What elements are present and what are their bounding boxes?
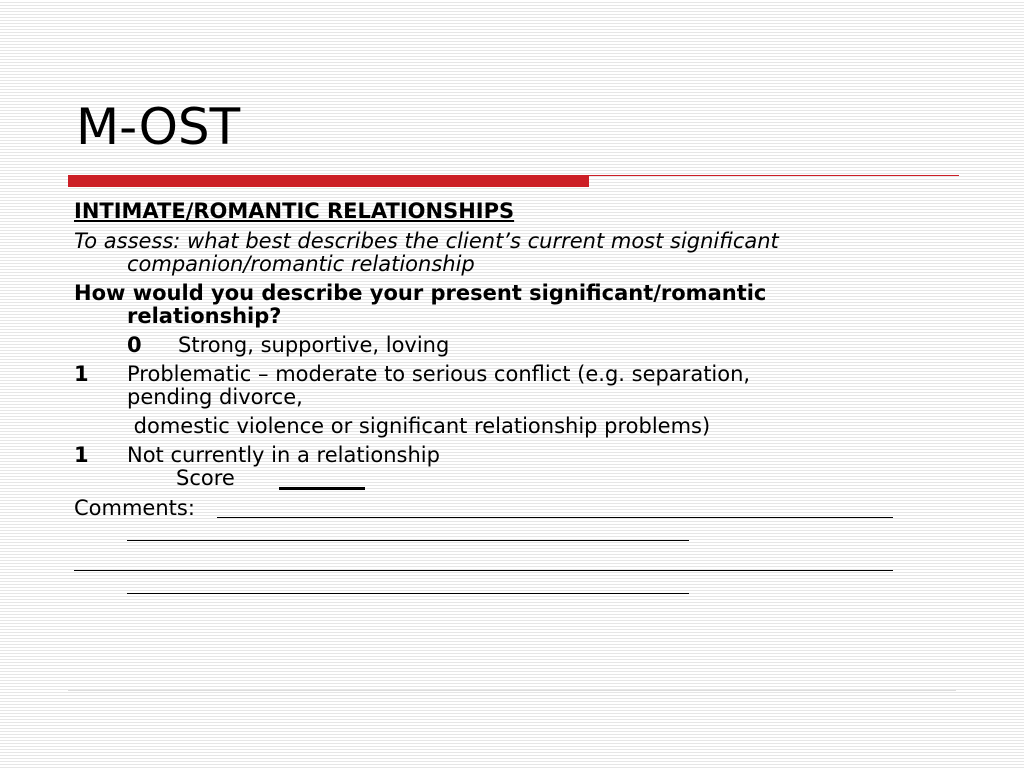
option-score-0: 0 [127,333,142,357]
score-label: Score [176,466,235,490]
question-line-2: relationship? [127,304,282,328]
comments-label: Comments: [74,496,195,520]
option-score-1: 1 [74,362,89,386]
assess-text-line-2: companion/romantic relationship [127,252,475,276]
option-text-1-line-3: domestic violence or significant relationship problems) [127,414,711,438]
option-text-0: Strong, supportive, loving [178,333,450,357]
comments-blank-line-3 [74,570,893,571]
section-heading: INTIMATE/ROMANTIC RELATIONSHIPS [74,199,515,223]
option-text-1-line-1: Problematic – moderate to serious conflict (e.g. separation, [127,362,751,386]
comments-blank-line-4 [127,593,689,594]
assess-text-line-1: To assess: what best describes the client’s current most significant [74,229,779,253]
comments-blank-line-1 [217,517,893,518]
score-blank-line [279,487,365,490]
option-text-1-line-2: pending divorce, [127,385,303,409]
question-line-1: How would you describe your present significant/romantic [74,281,767,305]
comments-blank-line-2 [127,540,689,541]
footer-divider [68,690,956,691]
slide-title: M-OST [76,98,241,156]
option-score-2: 1 [74,443,89,467]
option-text-2: Not currently in a relationship [127,443,440,467]
